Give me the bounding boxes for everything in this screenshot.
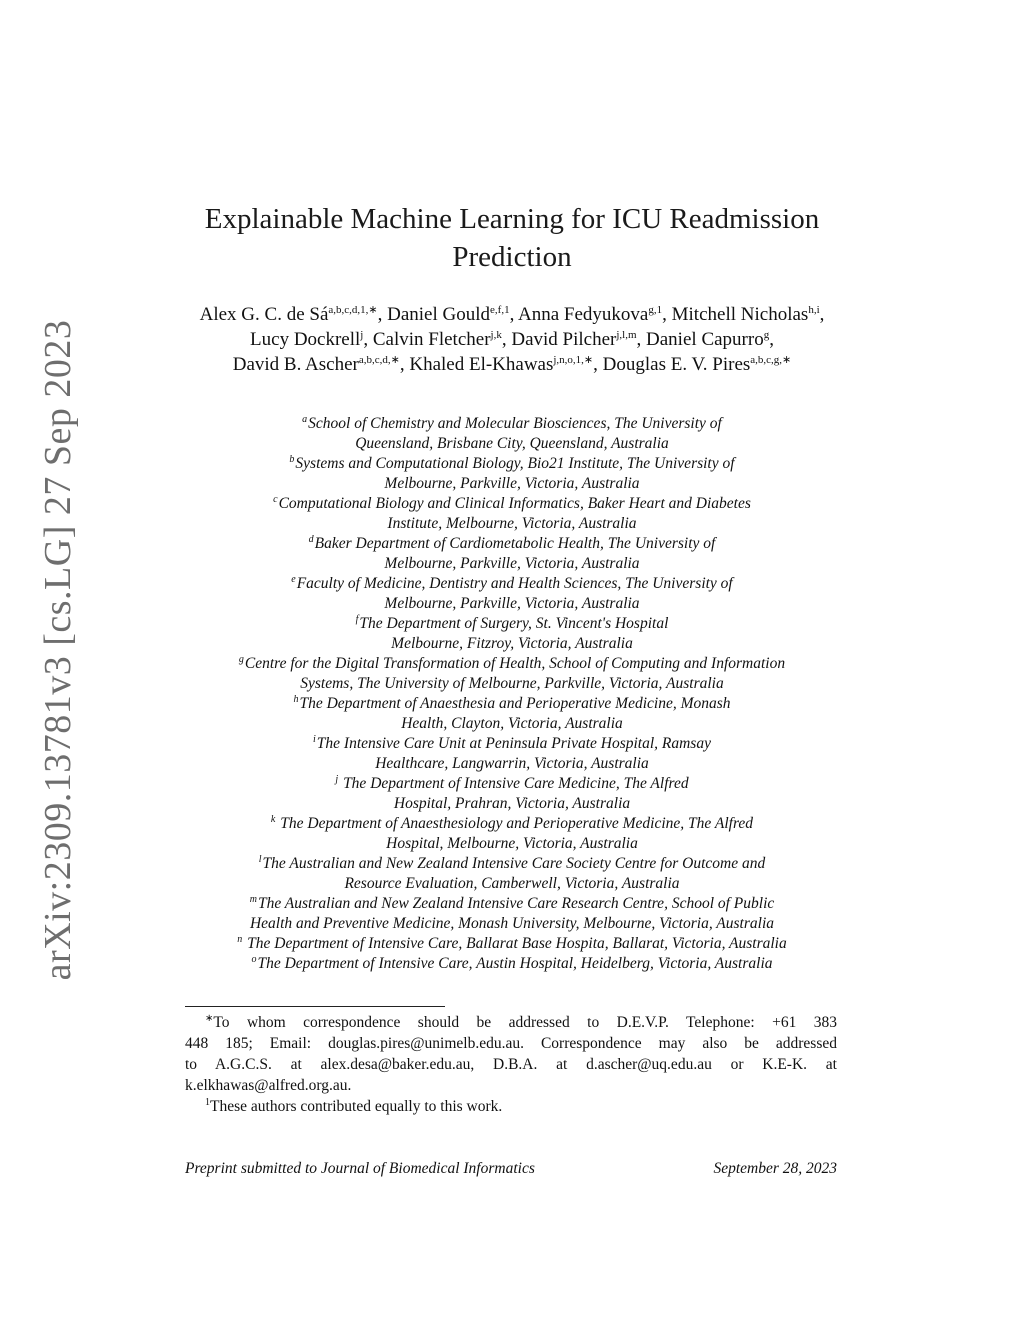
title-line-1: Explainable Machine Learning for ICU Readmission — [204, 203, 820, 235]
affiliation-d: $^d$Baker Department of Cardiometabolic Health, The University of Melbourne, Parkville, Victoria, Australia — [308, 534, 716, 572]
arxiv-identifier-stamp: arXiv:2309.13781v3 [cs.LG] 27 Sep 2023 — [37, 319, 79, 981]
author: Khaled El-Khawas$^{j,n,o,1,∗}$ — [409, 354, 594, 375]
author: David B. Ascher$^{a,b,c,d,∗}$ — [232, 354, 400, 375]
page-footer — [185, 1160, 837, 1178]
author: Pires$^{a,b,c,g,∗}$ — [712, 354, 792, 375]
affiliation-b: $^b$Systems and Computational Biology, Bio21 Institute, The University of Melbourne, Parkville, Victoria, Australia — [289, 454, 735, 492]
author: Calvin Fletcher$^{j,k}$ — [372, 329, 502, 350]
affiliation-f: $^f$The Department of Surgery, St. Vincent's Hospital Melbourne, Fitzroy, Victoria, Australia — [355, 614, 669, 652]
corresponding-author-footnote: ∗To whom correspondence should be addressed to D.E.V.P. Telephone: +61 383 448 185; Email: douglas.pires@unimelb.edu.au. Correspondence may also be addressed to A.G.C.S. at alex.desa@baker.edu.au, D.B.A. at d.ascher@uq.edu.au or K.E-K. at k.elkhawas@alfred.org.au. — [185, 1013, 837, 1094]
affiliation-i: $^i$The Intensive Care Unit at Peninsula Private Hospital, Ramsay Healthcare, Langwarrin, Victoria, Australia — [313, 734, 711, 772]
affiliation-o: $^o$The Department of Intensive Care, Austin Hospital, Heidelberg, Victoria, Australia — [251, 954, 773, 972]
affiliation-c: $^c$Computational Biology and Clinical Informatics, Baker Heart and Diabetes Institute, Melbourne, Victoria, Australia — [273, 494, 751, 532]
affiliation-list — [185, 414, 839, 974]
author: Anna Fedyukova$^{g,1}$ — [518, 304, 663, 325]
preprint-date: September 28, 2023 — [713, 1160, 837, 1177]
affiliation-n: $^n$ The Department of Intensive Care, Ballarat Base Hospita, Ballarat, Victoria, Australia — [237, 934, 787, 952]
footnotes — [185, 1012, 837, 1117]
paper-title — [185, 200, 839, 276]
journal-submission-note: Preprint submitted to Journal of Biomedical Informatics — [185, 1160, 535, 1177]
author: David Pilcher$^{j,l,m}$ — [511, 329, 637, 350]
title-line-2: Prediction — [452, 241, 572, 273]
affiliation-l: $^l$The Australian and New Zealand Intensive Care Society Centre for Outcome and Resource Evaluation, Camberwell, Victoria, Australia — [258, 854, 766, 892]
affiliation-a: $^a$School of Chemistry and Molecular Biosciences, The University of Queensland, Brisbane City, Queensland, Australia — [302, 414, 722, 452]
author: Lucy Dockrell$^j$ — [250, 329, 364, 350]
equal-contribution-footnote: $^1$These authors contributed equally to this work. — [205, 1097, 503, 1115]
affiliation-k: $^k$ The Department of Anaesthesiology and Perioperative Medicine, The Alfred Hospital, Melbourne, Victoria, Australia — [270, 814, 754, 852]
author: Nicholas$^{h,i}$ — [740, 304, 820, 325]
affiliation-e: $^e$Faculty of Medicine, Dentistry and Health Sciences, The University of Melbourne, Parkville, Victoria, Australia — [291, 574, 733, 612]
author-list: Alex G. C. de $Sá^{a,b,c,d,1,∗}$, Daniel Gould$^{e,f,1}$, Anna Fedyukova$^{g,1}$, Mitchell Nicholas$^{h,i}$, Lucy Dockrell$^j$, Calvin Fletcher$^{j,k}$, David Pilcher$^{j,l,m}$, Daniel Capurro$^g$, David B. Ascher$^{a,b,c,d,∗}$, Khaled El-Khawas$^{j,n,o,1,∗}$, Douglas E. V. Pires$^{a,b,c,g,∗}$ — [199, 304, 825, 375]
affiliation-m: $^m$The Australian and New Zealand Intensive Care Research Centre, School of Public Health and Preventive Medicine, Monash University, Melbourne, Victoria, Australia — [249, 894, 775, 932]
author: Daniel Gould$^{e,f,1}$ — [387, 304, 510, 325]
footnote-divider — [185, 1006, 445, 1007]
affiliation-g: $^g$Centre for the Digital Transformation of Health, School of Computing and Information Systems, The University of Melbourne, Parkville, Victoria, Australia — [238, 654, 786, 692]
author: Capurro$^g$ — [701, 329, 770, 350]
affiliation-h: $^h$The Department of Anaesthesia and Perioperative Medicine, Monash Health, Clayton, Victoria, Australia — [293, 694, 731, 732]
author: Alex G. C. de $Sá^{a,b,c,d,1,∗}$ — [199, 304, 378, 325]
affiliation-j: $^j$ The Department of Intensive Care Medicine, The Alfred Hospital, Prahran, Victoria, Australia — [335, 774, 689, 812]
